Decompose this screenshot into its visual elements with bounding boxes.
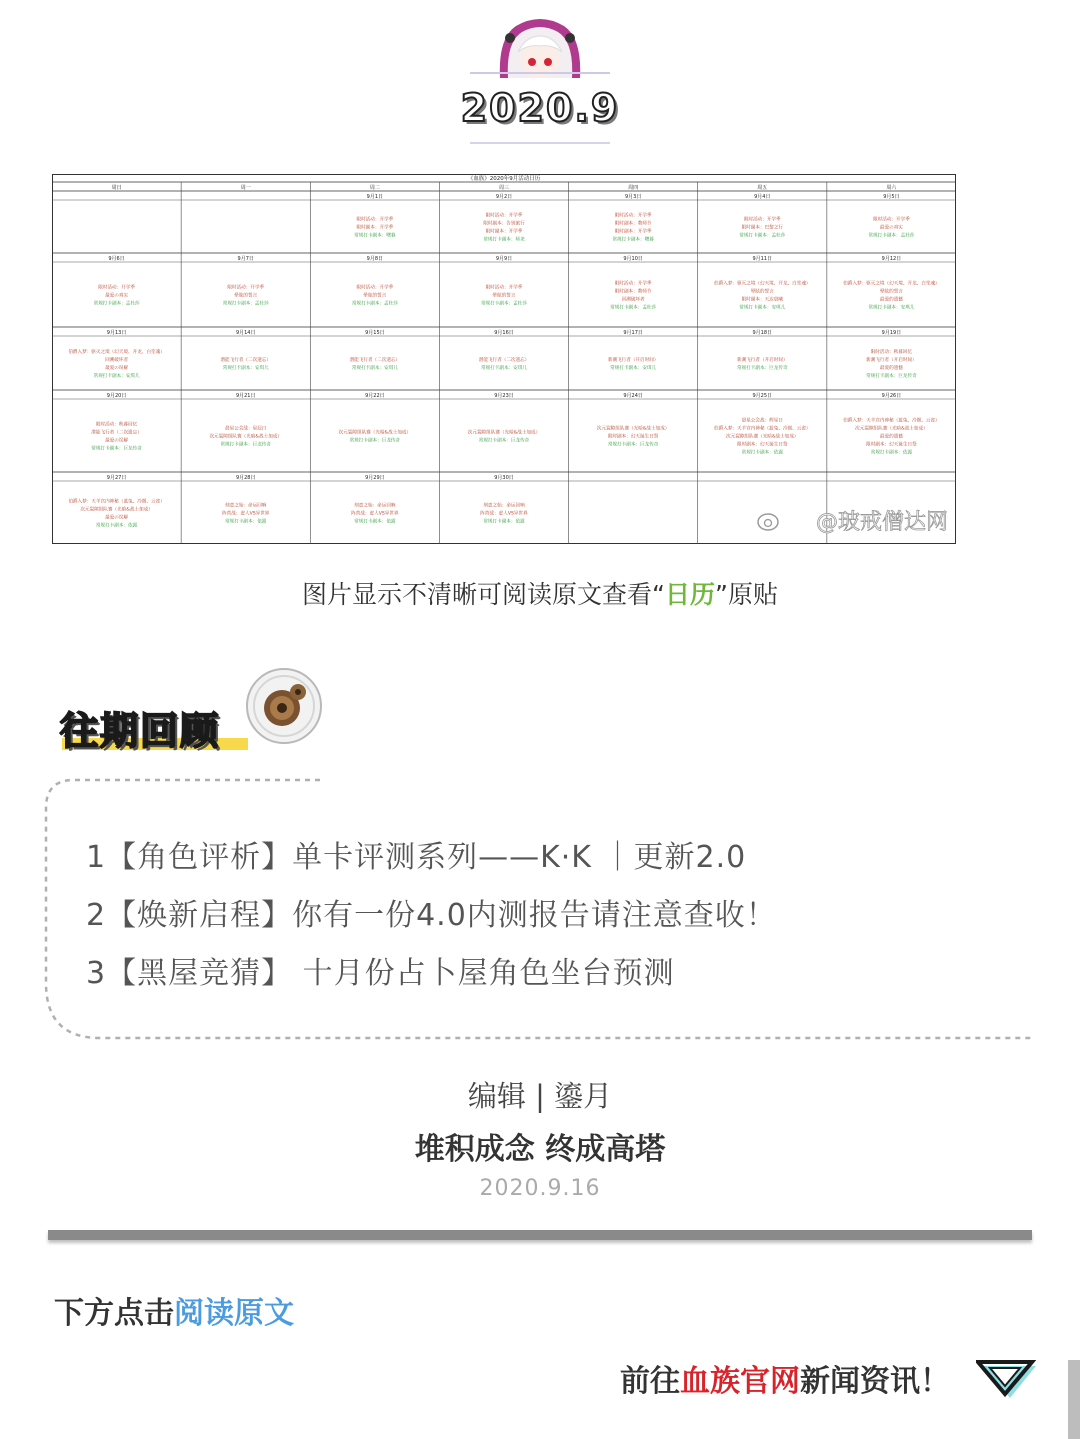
date-label: 9月28日 [235,475,256,481]
event-entry: 潜能飞行者（二次遗忘） [349,358,401,363]
event-entry: 刻意之始：命运回响 [483,503,525,509]
event-entry: 限时活动：开学季 [98,285,135,291]
date-label: 9月14日 [235,330,256,336]
event-entry: 晕眩的誓言 [492,293,516,299]
read-more-prompt [54,1288,294,1332]
caption-text-after: ”原贴 [715,580,778,609]
event-entry: 限时活动：开学季 [873,217,910,223]
event-entry: 常规打卡副本：巨龙传奇 [220,442,271,448]
event-entry: 常规打卡副本：巨龙传奇 [349,438,401,444]
event-entry: 限时活动：开学季 [356,217,394,223]
event-entry: 常规打卡副本：孟杜莎 [351,301,398,307]
event-entry: 限时副本：幻天诞生日祭 [737,442,788,448]
event-entry: 最爱の误解 [105,515,129,521]
event-entry: 常规打卡副本：安琪儿 [868,305,915,311]
date-label: 9月2日 [495,194,513,200]
event-entry: 常规打卡副本：曙暮 [354,233,396,239]
event-entry: 新潮飞行者（开启时间） [866,358,917,363]
goto-prefix: 前往 [620,1364,680,1399]
event-entry: 次元裂隙组队赛（光暗&战士加成） [338,430,412,436]
event-entry: 晕眩的誓言 [750,289,774,295]
official-site-brand[interactable]: 血族官网 [680,1364,800,1399]
goto-suffix: 新闻资讯！ [800,1364,950,1399]
event-entry: 限时副本：开学季 [356,225,394,231]
event-entry: 常规打卡副本：孟杜莎 [93,301,140,307]
date-label: 9月25日 [752,393,773,399]
scrollbar[interactable] [1068,1360,1080,1439]
event-entry: 晨星公会战：辉星日 [741,418,783,424]
date-label: 9月11日 [752,256,773,262]
event-entry: 次元裂隙组队赛（光暗&战士加成） [726,434,799,440]
event-entry: 晕眩的誓言 [363,293,387,299]
event-entry: 次元裂隙组队赛（光暗&战士加成） [467,430,541,436]
event-entry: 限时活动：开学季 [614,213,652,219]
down-triangle-icon [976,1360,1038,1400]
event-entry: 最爱的遗憾 [879,297,903,303]
editor-credit: 编辑 | 鎏月 [467,1079,613,1113]
weekday-label: 周三 [498,185,510,191]
slogan: 堆积成念 终成高塔 [414,1132,666,1167]
event-entry: 限时副本：巴黎之行 [741,225,783,231]
caption-text-before: 图片显示不清晰可阅读原文查看“ [302,580,665,609]
event-calendar[interactable] [52,174,956,544]
event-entry: 潜能飞行者（二次遗忘） [220,358,271,363]
event-entry: 伯爵入梦：天羊宫内神秘（蓝兔、冷阁、云雀） [843,418,940,424]
event-entry: 潜能飞行者（二次遗忘） [91,430,142,436]
event-entry: 限时活动：开学季 [743,217,781,223]
event-entry: 限时副本：告别旅行 [483,221,525,227]
weibo-watermark: @玻戒僧达网 [815,510,948,535]
date-label: 9月12日 [881,256,902,262]
weekday-label: 周六 [886,185,897,191]
event-entry: 常规打卡副本：依露 [741,450,783,456]
date-label: 9月17日 [623,330,643,336]
header-divider-top [470,72,610,74]
date-label: 9月5日 [883,194,900,200]
event-entry: 新潮飞行者（开启时间） [607,358,659,363]
event-entry: 最爱の误解 [105,438,129,444]
event-entry: 限时活动：开学季 [485,213,523,219]
date-label: 9月23日 [494,393,514,399]
event-entry: 限时副本：开学季 [485,229,523,235]
event-entry: 常规打卡副本：依露 [354,519,396,525]
publish-date: 2020.9.16 [479,1176,601,1201]
event-entry: 常规打卡副本：依露 [95,523,138,529]
event-entry: 限时副本：天边晨曦 [741,297,783,303]
event-entry: 新潮飞行者（开启时间） [737,358,788,363]
date-label: 9月22日 [365,393,385,399]
event-entry: 常规打卡副本：孟杜莎 [739,233,786,239]
event-entry: 常规打卡副本：依露 [870,450,913,456]
header-divider-bottom [470,142,610,144]
date-label: 9月27日 [106,475,127,481]
event-entry: 常规打卡副本：孟杜莎 [868,233,915,239]
review-item-3[interactable]: 3【黑屋竞猜】 十月份占卜屋角色坐台预测 [86,956,675,991]
event-entry: 常规打卡副本：安琪儿 [93,374,140,379]
event-entry: 常规打卡副本：安琪儿 [222,366,269,371]
event-entry: 限时副本：开学季 [614,229,652,235]
date-label: 9月9日 [495,256,513,262]
event-entry: 常规打卡副本：孟杜莎 [481,301,527,307]
event-entry: 常规打卡副本：安琪儿 [481,366,527,371]
weekday-label: 周日 [111,185,122,191]
event-entry: 常规打卡副本：安琪儿 [610,366,657,371]
event-entry: 伯爵入梦：驱灭之境（幻天境、开龙、白笙魂） [843,281,940,287]
date-label: 9月7日 [237,256,254,262]
date-label: 9月6日 [108,256,125,262]
weekday-label: 周一 [240,185,251,191]
event-entry: 限时活动：开学季 [356,285,394,291]
event-entry: 限时副本：幻天诞生日祭 [866,442,917,448]
caption-link-calendar[interactable]: 日历 [664,580,715,609]
event-entry: 常规打卡副本：巨龙传奇 [866,374,917,379]
date-label: 9月21日 [235,393,256,399]
event-entry: 常规打卡副本：巨龙传奇 [91,446,142,452]
date-label: 9月13日 [106,330,127,336]
date-label: 9月8日 [366,256,384,262]
event-entry: 刻意之始：命运回响 [354,503,396,509]
event-entry: 次元裂隙组队赛（光暗&战士加成） [855,426,928,432]
event-entry: 阵营战：虚人VS异世界 [351,511,399,517]
event-entry: 伯爵入梦：天羊宫内神秘（蓝兔、冷阁、云雀） [714,426,811,432]
event-entry: 常规打卡副本：曙暮 [612,237,654,243]
event-entry: 常规打卡副本：依露 [225,519,267,525]
event-entry: 限时副本：幻天诞生日祭 [607,434,659,440]
gear-clock-icon [244,666,324,746]
event-entry: 常规打卡副本：孟杜莎 [610,305,657,311]
event-entry: 限时副本：教师节 [614,221,652,227]
event-entry: 常规打卡副本：安琪儿 [351,366,398,371]
read-original-link[interactable]: 阅读原文 [174,1296,294,1331]
calendar-title: 《血族》2020年9月活动日历 [467,176,541,182]
date-label: 9月29日 [365,475,385,481]
event-entry: 阵营战：虚人VS异世界 [222,511,270,517]
date-label: 9月26日 [881,393,902,399]
event-entry: 限时活动：开学季 [227,285,265,291]
calendar-caption [0,575,1080,611]
event-entry: 常规打卡副本：孟杜莎 [222,301,269,307]
event-entry: 伯爵入梦：驱灭之境（幻天境、开龙、白笙魂） [68,350,165,355]
event-entry: 最爱の真实 [105,293,129,299]
event-entry: 最爱的遗憾 [879,434,903,440]
event-entry: 潜能飞行者（二次遗忘） [478,358,530,363]
event-entry: 最爱の误解 [105,366,129,371]
event-entry: 晕眩的誓言 [234,293,258,299]
section-divider [48,1230,1032,1240]
event-entry: 限时副本：教师节 [614,289,652,295]
date-label: 9月24日 [623,393,643,399]
event-entry: 限时活动：开学季 [485,285,523,291]
event-entry: 最爱的遗憾 [879,366,903,371]
event-entry: 阵营战：虚人VS异世界 [480,511,528,517]
event-entry: 常规打卡副本：依露 [483,519,525,525]
event-entry: 次元裂隙组队赛（光暗&战士加成） [80,507,153,513]
date-label: 9月1日 [366,194,384,200]
avatar-icon [496,18,584,78]
page-title: 2020.9 [460,86,620,130]
event-entry: 回溯破坏者 [105,358,129,363]
weekday-label: 周五 [757,185,768,191]
review-item-1[interactable]: 1【角色评析】单卡评测系列——K·K ｜更新2.0 [86,840,747,875]
official-site-prompt [620,1356,950,1400]
event-entry: 次元裂隙组队赛（光暗&战士加成） [209,434,282,440]
event-entry: 限时活动：开学季 [614,281,652,287]
event-entry: 限时活动：秋暮回忆 [95,422,138,428]
event-entry: 最爱の真实 [879,225,903,231]
event-entry: 次元裂隙组队赛（光暗&战士加成） [596,426,670,432]
event-entry: 伯爵入梦：天羊宫内神秘（蓝兔、冷阁、云雀） [68,499,165,505]
date-label: 9月10日 [623,256,643,262]
weekday-label: 周四 [628,185,639,191]
date-label: 9月15日 [365,330,385,336]
weekday-label: 周二 [369,185,380,191]
review-header [60,700,220,755]
event-entry: 晨星公会战：星辰日 [225,426,267,432]
event-entry: 常规打卡副本：巨龙传奇 [478,438,530,444]
event-entry: 晕眩的誓言 [879,289,903,295]
date-label: 9月18日 [752,330,773,336]
event-entry: 常规打卡副本：巨龙传奇 [737,366,788,371]
event-entry: 回溯破坏者 [621,297,645,303]
event-entry: 常规打卡副本：巨龙传奇 [607,442,659,448]
date-label: 9月3日 [624,194,642,200]
read-more-prefix: 下方点击 [54,1296,174,1331]
review-item-2[interactable]: 2【焕新启程】你有一份4.0内测报告请注意查收！ [86,898,777,933]
date-label: 9月30日 [494,475,514,481]
event-entry: 常规打卡副本：安琪儿 [739,305,786,311]
review-title: 往期回顾 [60,709,221,753]
event-entry: 刻意之始：命运回响 [225,503,267,509]
date-label: 9月16日 [494,330,514,336]
date-label: 9月19日 [881,330,902,336]
date-label: 9月4日 [754,194,771,200]
event-entry: 限时活动：秋暮回忆 [870,350,913,355]
event-entry: 伯爵入梦：驱灭之境（幻天境、开龙、白笙魂） [714,281,811,287]
date-label: 9月20日 [106,393,127,399]
event-entry: 常规打卡副本：师尧 [483,237,525,243]
